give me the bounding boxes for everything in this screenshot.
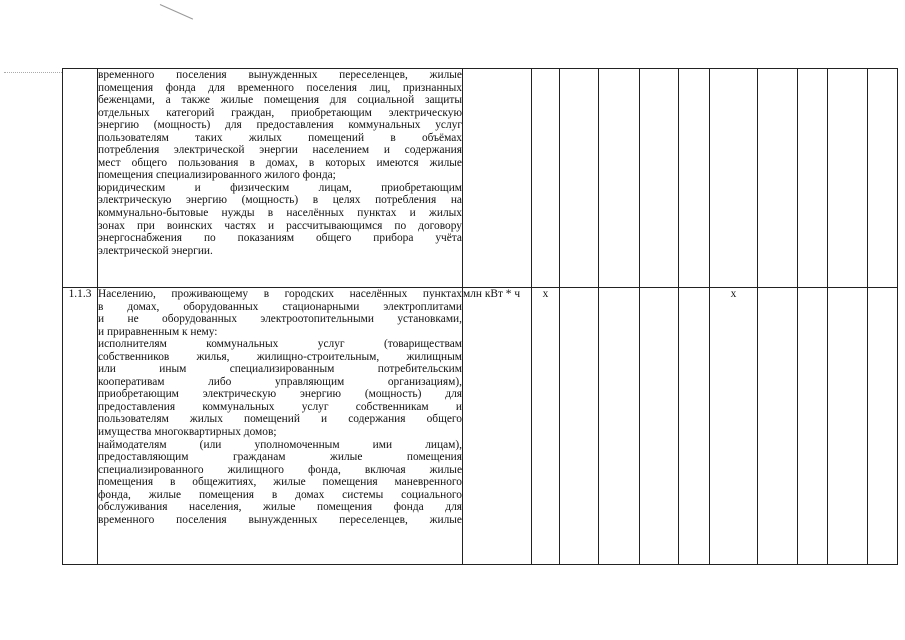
text-line: помещения фонда для временного поселения лиц, признанных (98, 81, 462, 94)
value-cell (710, 69, 758, 288)
value-cell (758, 288, 798, 565)
row-description (98, 288, 463, 565)
unit-cell (463, 69, 532, 288)
row-number (63, 69, 98, 288)
text-line: пользователям жилых помещений и содержания общего (98, 413, 462, 426)
text-line: электрическую энергию (мощность) в целях потребления на (98, 194, 462, 207)
text-line: специализированного жилищного фонда, включая жилые (98, 463, 462, 476)
table-row (63, 69, 898, 288)
text-line: пользователям таких жилых помещений в объёмах (98, 131, 462, 144)
text-line: предоставляющим гражданам жилые помещения (98, 451, 462, 464)
value-cell (798, 69, 828, 288)
text-line: мест общего пользования в домах, в которых имеются жилые (98, 156, 462, 169)
text-line: зонах при воинских частях и рассчитывающимся по договору (98, 219, 462, 232)
value-cell: x (710, 288, 758, 565)
text-line: наймодателям (или уполномоченным ими лицам), (98, 438, 462, 451)
text-line: фонда, жилые помещения в домах системы социального (98, 488, 462, 501)
text-line: и не оборудованных электроотопительными установками, (98, 313, 462, 326)
value-cell (798, 288, 828, 565)
text-line: энергоснабжения по показаниям общего прибора учёта (98, 232, 462, 245)
value-cell (828, 69, 868, 288)
text-line: или иным специализированным потребительским (98, 363, 462, 376)
text-line: отдельных категорий граждан, приобретающим электрическую (98, 106, 462, 119)
text-line: электрической энергии. (98, 244, 213, 257)
value-cell (679, 69, 710, 288)
value-cell (828, 288, 868, 565)
text-line: коммунально-бытовые нужды в населённых пунктах и жилых (98, 207, 462, 220)
text-line: в домах, оборудованных стационарными электроплитами (98, 300, 462, 313)
row-number: 1.1.3 (63, 288, 98, 565)
unit-cell: млн кВт * ч (463, 288, 532, 565)
text-line: приобретающим электрическую энергию (мощность) для (98, 388, 462, 401)
value-cell (532, 69, 560, 288)
value-cell (599, 69, 640, 288)
value-cell (640, 288, 679, 565)
text-line: обслуживания населения, жилые помещения фонда для (98, 501, 462, 514)
table-row (63, 288, 898, 565)
text-line: имущества многоквартирных домов; (98, 426, 277, 439)
text-line: энергию (мощность) для предоставления коммунальных услуг (98, 119, 462, 132)
text-line: помещения специализированного жилого фонда; (98, 169, 336, 182)
text-line: исполнителям коммунальных услуг (товариществам (98, 338, 462, 351)
text-line: помещения в общежитиях, жилые помещения маневренного (98, 476, 462, 489)
text-line: временного поселения вынужденных переселенцев, жилые (98, 69, 462, 81)
tariff-table (62, 68, 898, 565)
value-cell (868, 69, 898, 288)
row-description (98, 69, 463, 288)
value-cell (599, 288, 640, 565)
text-line: и приравненным к нему: (98, 325, 218, 338)
text-line: потребления электрической энергии населением и содержания (98, 144, 462, 157)
text-line: временного поселения вынужденных переселенцев, жилые (98, 513, 462, 526)
text-line: беженцами, а также жилые помещения для социальной защиты (98, 94, 462, 107)
value-cell (640, 69, 679, 288)
scan-artifact-line (160, 4, 193, 20)
value-cell (560, 288, 599, 565)
value-cell (758, 69, 798, 288)
text-line: юридическим и физическим лицам, приобретающим (98, 181, 462, 194)
value-cell (679, 288, 710, 565)
text-line: предоставления коммунальных услуг собственникам и (98, 400, 462, 413)
text-line: собственников жилья, жилищно-строительным, жилищным (98, 350, 462, 363)
value-cell (868, 288, 898, 565)
scan-artifact-dots (4, 72, 62, 74)
value-cell: x (532, 288, 560, 565)
value-cell (560, 69, 599, 288)
text-line: Населению, проживающему в городских населённых пунктах (98, 288, 462, 300)
text-line: кооперативам либо управляющим организациям), (98, 375, 462, 388)
